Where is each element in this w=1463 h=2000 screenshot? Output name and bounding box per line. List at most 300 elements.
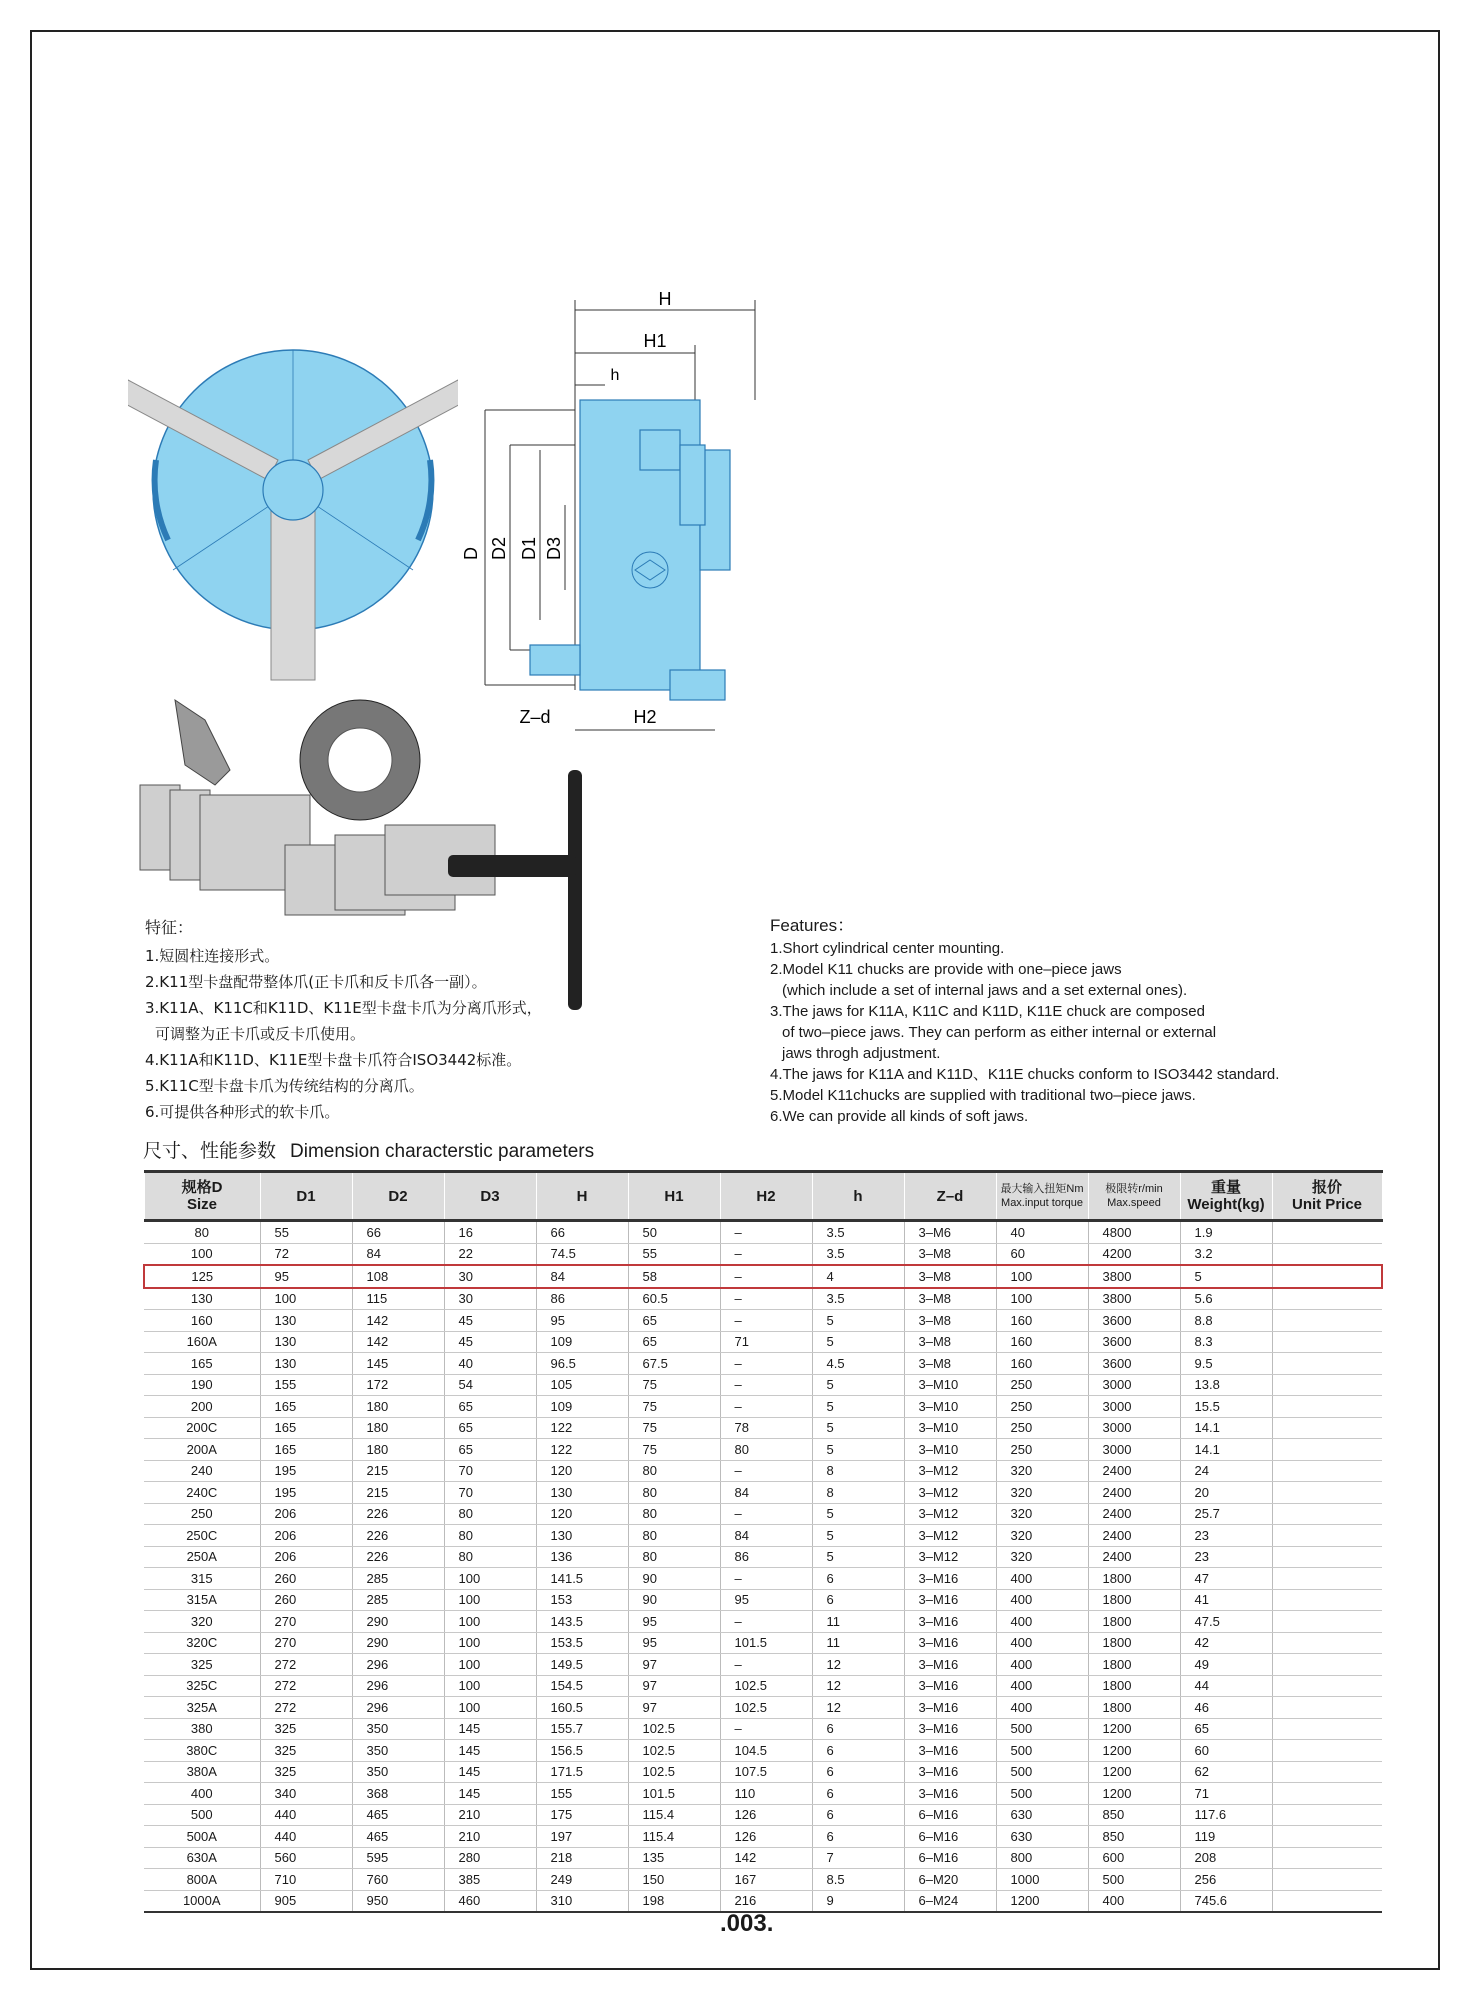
table-cell: 3–M12 [904, 1546, 996, 1568]
table-cell: 325 [144, 1654, 260, 1676]
table-cell: 216 [720, 1890, 812, 1912]
table-cell: 4800 [1088, 1221, 1180, 1244]
table-cell: 109 [536, 1331, 628, 1353]
table-cell [1272, 1288, 1382, 1310]
table-cell [1272, 1804, 1382, 1826]
table-row [144, 1503, 1382, 1525]
label-h: h [610, 367, 620, 384]
table-row [144, 1310, 1382, 1332]
table-row [144, 1374, 1382, 1396]
table-row [144, 1353, 1382, 1375]
table-cell: 1200 [1088, 1718, 1180, 1740]
table-row [144, 1740, 1382, 1762]
table-cell: 290 [352, 1632, 444, 1654]
table-cell: 100 [444, 1632, 536, 1654]
features-en-item: (which include a set of internal jaws and a set external ones). [782, 982, 1188, 999]
table-cell: 110 [720, 1783, 812, 1805]
table-cell: 1200 [1088, 1761, 1180, 1783]
table-row [144, 1697, 1382, 1719]
table-cell: 3–M8 [904, 1288, 996, 1310]
table-cell: 5 [812, 1525, 904, 1547]
table-cell [1272, 1740, 1382, 1762]
table-cell: 240 [144, 1460, 260, 1482]
table-cell: 218 [536, 1847, 628, 1869]
table-cell: 97 [628, 1654, 720, 1676]
table-cell: 102.5 [628, 1718, 720, 1740]
table-row [144, 1243, 1382, 1265]
table-cell: 226 [352, 1525, 444, 1547]
table-cell: 9.5 [1180, 1353, 1272, 1375]
table-cell: 153 [536, 1589, 628, 1611]
table-cell: 172 [352, 1374, 444, 1396]
table-cell: 55 [260, 1221, 352, 1244]
table-cell: 190 [144, 1374, 260, 1396]
table-cell: 75 [628, 1417, 720, 1439]
header-torque: 最大输入扭矩Nm Max.input torque [996, 1172, 1088, 1221]
parameters-table [143, 1170, 1383, 1913]
table-cell: 3–M16 [904, 1611, 996, 1633]
table-cell: 44 [1180, 1675, 1272, 1697]
table-cell [1272, 1568, 1382, 1590]
table-cell [1272, 1374, 1382, 1396]
table-row [144, 1396, 1382, 1418]
features-cn-title: 特征： [145, 918, 194, 937]
table-cell [1272, 1611, 1382, 1633]
table-cell: 905 [260, 1890, 352, 1912]
table-cell: 100 [444, 1675, 536, 1697]
table-cell: 13.8 [1180, 1374, 1272, 1396]
table-cell: 350 [352, 1761, 444, 1783]
table-cell [1272, 1697, 1382, 1719]
frame-bottom-line [30, 1968, 1440, 1970]
table-cell: 145 [444, 1761, 536, 1783]
features-en [770, 915, 1410, 1127]
table-cell: – [720, 1288, 812, 1310]
table-cell: 130 [260, 1331, 352, 1353]
frame-left-line [30, 30, 32, 1970]
table-cell: 400 [1088, 1890, 1180, 1912]
chuck-front-view [128, 340, 458, 685]
table-cell: 171.5 [536, 1761, 628, 1783]
table-cell: 14.1 [1180, 1439, 1272, 1461]
table-cell: 86 [720, 1546, 812, 1568]
header-d2: D2 [352, 1172, 444, 1221]
table-cell: 3–M12 [904, 1525, 996, 1547]
table-cell: 440 [260, 1804, 352, 1826]
table-row [144, 1761, 1382, 1783]
table-cell: 95 [628, 1611, 720, 1633]
table-cell: 16 [444, 1221, 536, 1244]
table-cell: 630 [996, 1804, 1088, 1826]
table-cell: 3–M8 [904, 1243, 996, 1265]
table-cell: 3–M10 [904, 1417, 996, 1439]
table-header-row [144, 1172, 1382, 1221]
table-cell: 320C [144, 1632, 260, 1654]
table-row [144, 1288, 1382, 1310]
table-cell: 3–M16 [904, 1740, 996, 1762]
table-cell [1272, 1783, 1382, 1805]
table-cell: 2400 [1088, 1482, 1180, 1504]
table-cell: 100 [444, 1611, 536, 1633]
table-cell: 80 [628, 1525, 720, 1547]
table-cell: 460 [444, 1890, 536, 1912]
table-row [144, 1783, 1382, 1805]
table-cell: 6–M24 [904, 1890, 996, 1912]
table-cell: 142 [720, 1847, 812, 1869]
table-cell: 1.9 [1180, 1221, 1272, 1244]
table-cell: 400 [996, 1568, 1088, 1590]
table-cell [1272, 1525, 1382, 1547]
table-cell: 4.5 [812, 1353, 904, 1375]
table-cell: 14.1 [1180, 1417, 1272, 1439]
table-cell: 160 [144, 1310, 260, 1332]
table-cell: 100 [996, 1288, 1088, 1310]
table-cell: 310 [536, 1890, 628, 1912]
table-cell: 45 [444, 1331, 536, 1353]
table-cell: 7 [812, 1847, 904, 1869]
table-cell [1272, 1546, 1382, 1568]
table-cell: 400 [144, 1783, 260, 1805]
table-cell: 46 [1180, 1697, 1272, 1719]
table-cell: 206 [260, 1546, 352, 1568]
table-cell: – [720, 1265, 812, 1288]
table-row [144, 1589, 1382, 1611]
table-cell: 3800 [1088, 1265, 1180, 1288]
table-cell: 400 [996, 1589, 1088, 1611]
table-cell: 65 [444, 1439, 536, 1461]
table-cell: 198 [628, 1890, 720, 1912]
table-cell: 197 [536, 1826, 628, 1848]
section-title-cn: 尺寸、性能参数 [143, 1140, 277, 1162]
table-cell: – [720, 1310, 812, 1332]
table-cell: 117.6 [1180, 1804, 1272, 1826]
table-cell: 285 [352, 1568, 444, 1590]
table-cell: 1200 [1088, 1740, 1180, 1762]
table-cell: – [720, 1374, 812, 1396]
table-cell: 6–M16 [904, 1826, 996, 1848]
table-cell [1272, 1890, 1382, 1912]
table-cell [1272, 1396, 1382, 1418]
table-cell: 3600 [1088, 1310, 1180, 1332]
table-cell: 102.5 [720, 1675, 812, 1697]
table-cell: 12 [812, 1697, 904, 1719]
table-cell: 200C [144, 1417, 260, 1439]
table-cell: 440 [260, 1826, 352, 1848]
table-cell: 595 [352, 1847, 444, 1869]
table-cell: 102.5 [720, 1697, 812, 1719]
table-row [144, 1847, 1382, 1869]
table-cell: 500 [996, 1783, 1088, 1805]
table-cell: 240C [144, 1482, 260, 1504]
parameters-table-wrap [143, 1170, 1371, 1913]
table-cell: 120 [536, 1460, 628, 1482]
features-cn-item: 6.可提供各种形式的软卡爪。 [145, 1103, 340, 1121]
table-cell: 66 [536, 1221, 628, 1244]
table-cell: 8 [812, 1482, 904, 1504]
header-d1: D1 [260, 1172, 352, 1221]
table-cell: 50 [628, 1221, 720, 1244]
features-cn-item: 1.短圆柱连接形式。 [145, 947, 280, 965]
table-cell: 115.4 [628, 1826, 720, 1848]
table-cell: 249 [536, 1869, 628, 1891]
table-cell [1272, 1675, 1382, 1697]
table-cell: 100 [444, 1568, 536, 1590]
table-cell: 2400 [1088, 1525, 1180, 1547]
page-number: .003. [720, 1910, 774, 1937]
table-cell: 115 [352, 1288, 444, 1310]
table-cell: 80 [628, 1546, 720, 1568]
table-cell: 109 [536, 1396, 628, 1418]
table-cell: 5 [812, 1546, 904, 1568]
table-row [144, 1221, 1382, 1244]
header-size: 规格D Size [144, 1172, 260, 1221]
label-D2: D2 [489, 536, 509, 560]
table-cell: 165 [144, 1353, 260, 1375]
table-cell: 3–M8 [904, 1265, 996, 1288]
table-cell: 84 [720, 1482, 812, 1504]
table-cell: 130 [260, 1310, 352, 1332]
features-en-item: 6.We can provide all kinds of soft jaws. [770, 1108, 1029, 1125]
table-cell: 325A [144, 1697, 260, 1719]
table-cell: 45 [444, 1310, 536, 1332]
table-cell: 315 [144, 1568, 260, 1590]
table-cell: 65 [628, 1331, 720, 1353]
table-cell: 368 [352, 1783, 444, 1805]
table-cell: 78 [720, 1417, 812, 1439]
table-cell: 296 [352, 1675, 444, 1697]
features-en-item: 3.The jaws for K11A, K11C and K11D, K11E chuck are composed [770, 1003, 1205, 1020]
table-cell: 8 [812, 1460, 904, 1482]
table-cell [1272, 1243, 1382, 1265]
table-cell: 630A [144, 1847, 260, 1869]
features-cn [145, 915, 615, 1125]
table-row [144, 1804, 1382, 1826]
table-cell: 6 [812, 1740, 904, 1762]
features-en-item: 2.Model K11 chucks are provide with one–piece jaws [770, 961, 1122, 978]
table-cell: 80 [444, 1503, 536, 1525]
table-cell: 250 [996, 1374, 1088, 1396]
table-cell: 380A [144, 1761, 260, 1783]
table-row [144, 1417, 1382, 1439]
features-en-title: Features： [770, 916, 855, 935]
table-cell: 130 [260, 1353, 352, 1375]
table-row [144, 1632, 1382, 1654]
table-cell: 3–M12 [904, 1482, 996, 1504]
table-cell: 80 [444, 1525, 536, 1547]
table-cell: 135 [628, 1847, 720, 1869]
table-cell: 160 [996, 1310, 1088, 1332]
table-cell [1272, 1654, 1382, 1676]
table-cell [1272, 1826, 1382, 1848]
table-cell: 1800 [1088, 1632, 1180, 1654]
table-cell: 115.4 [628, 1804, 720, 1826]
table-cell: 270 [260, 1611, 352, 1633]
table-cell: 3–M16 [904, 1761, 996, 1783]
table-cell: 350 [352, 1740, 444, 1762]
table-cell: 62 [1180, 1761, 1272, 1783]
header-h: H [536, 1172, 628, 1221]
table-cell: 100 [444, 1697, 536, 1719]
table-cell: 3.5 [812, 1243, 904, 1265]
table-cell: 80 [444, 1546, 536, 1568]
label-Zd: Z–d [519, 707, 551, 727]
table-cell: 122 [536, 1417, 628, 1439]
table-cell: 150 [628, 1869, 720, 1891]
table-cell: 385 [444, 1869, 536, 1891]
table-cell: 6 [812, 1761, 904, 1783]
table-cell: 2400 [1088, 1546, 1180, 1568]
table-cell: 149.5 [536, 1654, 628, 1676]
table-cell: 1000A [144, 1890, 260, 1912]
table-cell: 180 [352, 1396, 444, 1418]
table-cell: 125 [144, 1265, 260, 1288]
features-cn-item: 5.K11C型卡盘卡爪为传统结构的分离爪。 [145, 1077, 424, 1095]
table-cell: 210 [444, 1826, 536, 1848]
table-cell: 400 [996, 1675, 1088, 1697]
table-row [144, 1869, 1382, 1891]
table-cell: 107.5 [720, 1761, 812, 1783]
table-cell: 70 [444, 1482, 536, 1504]
table-cell: 30 [444, 1265, 536, 1288]
table-cell: 250C [144, 1525, 260, 1547]
table-cell: 145 [444, 1740, 536, 1762]
table-cell: 95 [628, 1632, 720, 1654]
table-cell: 850 [1088, 1804, 1180, 1826]
table-cell: 167 [720, 1869, 812, 1891]
label-D3: D3 [544, 536, 564, 560]
table-cell: 3–M16 [904, 1675, 996, 1697]
table-cell: – [720, 1243, 812, 1265]
table-cell: 1200 [996, 1890, 1088, 1912]
table-cell: 325 [260, 1740, 352, 1762]
table-cell: 760 [352, 1869, 444, 1891]
table-cell: 3–M16 [904, 1697, 996, 1719]
table-cell: 40 [996, 1221, 1088, 1244]
frame-right-line [1438, 30, 1440, 1970]
table-cell: 3–M8 [904, 1310, 996, 1332]
table-cell: 800A [144, 1869, 260, 1891]
table-cell: 6–M16 [904, 1847, 996, 1869]
table-cell: 60.5 [628, 1288, 720, 1310]
table-cell: 1200 [1088, 1783, 1180, 1805]
section-title [143, 1136, 594, 1163]
table-cell [1272, 1221, 1382, 1244]
table-cell: 6 [812, 1568, 904, 1590]
table-cell: 104.5 [720, 1740, 812, 1762]
label-D1: D1 [519, 536, 539, 560]
table-cell: 70 [444, 1460, 536, 1482]
table-cell: 3–M6 [904, 1221, 996, 1244]
table-cell: 350 [352, 1718, 444, 1740]
table-cell: – [720, 1503, 812, 1525]
label-H1: H1 [643, 331, 667, 351]
table-cell: 60 [996, 1243, 1088, 1265]
table-row [144, 1826, 1382, 1848]
table-cell: 8.8 [1180, 1310, 1272, 1332]
table-cell: 155 [260, 1374, 352, 1396]
table-cell: 65 [444, 1396, 536, 1418]
table-cell: – [720, 1568, 812, 1590]
table-cell: 24 [1180, 1460, 1272, 1482]
table-cell: 325 [260, 1718, 352, 1740]
section-title-en: Dimension characterstic parameters [290, 1141, 595, 1162]
table-row [144, 1265, 1382, 1288]
table-cell: 8.3 [1180, 1331, 1272, 1353]
table-cell: 100 [444, 1589, 536, 1611]
table-cell: 12 [812, 1675, 904, 1697]
header-speed: 极限转r/min Max.speed [1088, 1172, 1180, 1221]
table-cell: 320 [996, 1460, 1088, 1482]
table-cell: 1800 [1088, 1697, 1180, 1719]
table-cell: 71 [1180, 1783, 1272, 1805]
table-cell: 95 [536, 1310, 628, 1332]
table-cell: 90 [628, 1568, 720, 1590]
table-cell: 84 [352, 1243, 444, 1265]
table-cell: 105 [536, 1374, 628, 1396]
table-cell: 6–M16 [904, 1804, 996, 1826]
table-cell: 80 [628, 1503, 720, 1525]
table-cell: 108 [352, 1265, 444, 1288]
table-cell: 3600 [1088, 1331, 1180, 1353]
table-cell: 3–M10 [904, 1439, 996, 1461]
table-cell: 3–M16 [904, 1589, 996, 1611]
table-cell: 180 [352, 1439, 444, 1461]
table-cell: 153.5 [536, 1632, 628, 1654]
table-cell: 3000 [1088, 1439, 1180, 1461]
table-cell: 3–M8 [904, 1331, 996, 1353]
table-cell: 5 [1180, 1265, 1272, 1288]
table-cell: 58 [628, 1265, 720, 1288]
table-cell [1272, 1460, 1382, 1482]
table-cell: 296 [352, 1654, 444, 1676]
table-cell: 250 [996, 1396, 1088, 1418]
table-cell: 120 [536, 1503, 628, 1525]
table-cell: 165 [260, 1396, 352, 1418]
table-cell: 165 [260, 1439, 352, 1461]
features-en-item: 4.The jaws for K11A and K11D、K11E chucks conform to ISO3442 standard. [770, 1066, 1280, 1083]
table-cell: 290 [352, 1611, 444, 1633]
table-cell: 75 [628, 1439, 720, 1461]
header-zd: Z–d [904, 1172, 996, 1221]
table-cell: 100 [260, 1288, 352, 1310]
table-cell: 5.6 [1180, 1288, 1272, 1310]
table-cell: 3.2 [1180, 1243, 1272, 1265]
table-cell: 320 [996, 1503, 1088, 1525]
table-cell: 6 [812, 1718, 904, 1740]
table-cell: 80 [628, 1460, 720, 1482]
table-cell: 5 [812, 1417, 904, 1439]
table-cell: 500A [144, 1826, 260, 1848]
table-cell: 285 [352, 1589, 444, 1611]
table-cell: 260 [260, 1589, 352, 1611]
table-cell: – [720, 1396, 812, 1418]
table-cell: 47 [1180, 1568, 1272, 1590]
table-cell: 42 [1180, 1632, 1272, 1654]
table-row [144, 1482, 1382, 1504]
table-cell: 500 [996, 1718, 1088, 1740]
table-cell: 41 [1180, 1589, 1272, 1611]
table-cell: 320 [996, 1546, 1088, 1568]
table-row [144, 1460, 1382, 1482]
table-cell: 200 [144, 1396, 260, 1418]
table-cell: 165 [260, 1417, 352, 1439]
table-cell: 12 [812, 1654, 904, 1676]
header-price: 报价 Unit Price [1272, 1172, 1382, 1221]
table-cell: 320 [996, 1482, 1088, 1504]
table-cell: 400 [996, 1654, 1088, 1676]
table-cell: 126 [720, 1826, 812, 1848]
table-cell: 130 [144, 1288, 260, 1310]
